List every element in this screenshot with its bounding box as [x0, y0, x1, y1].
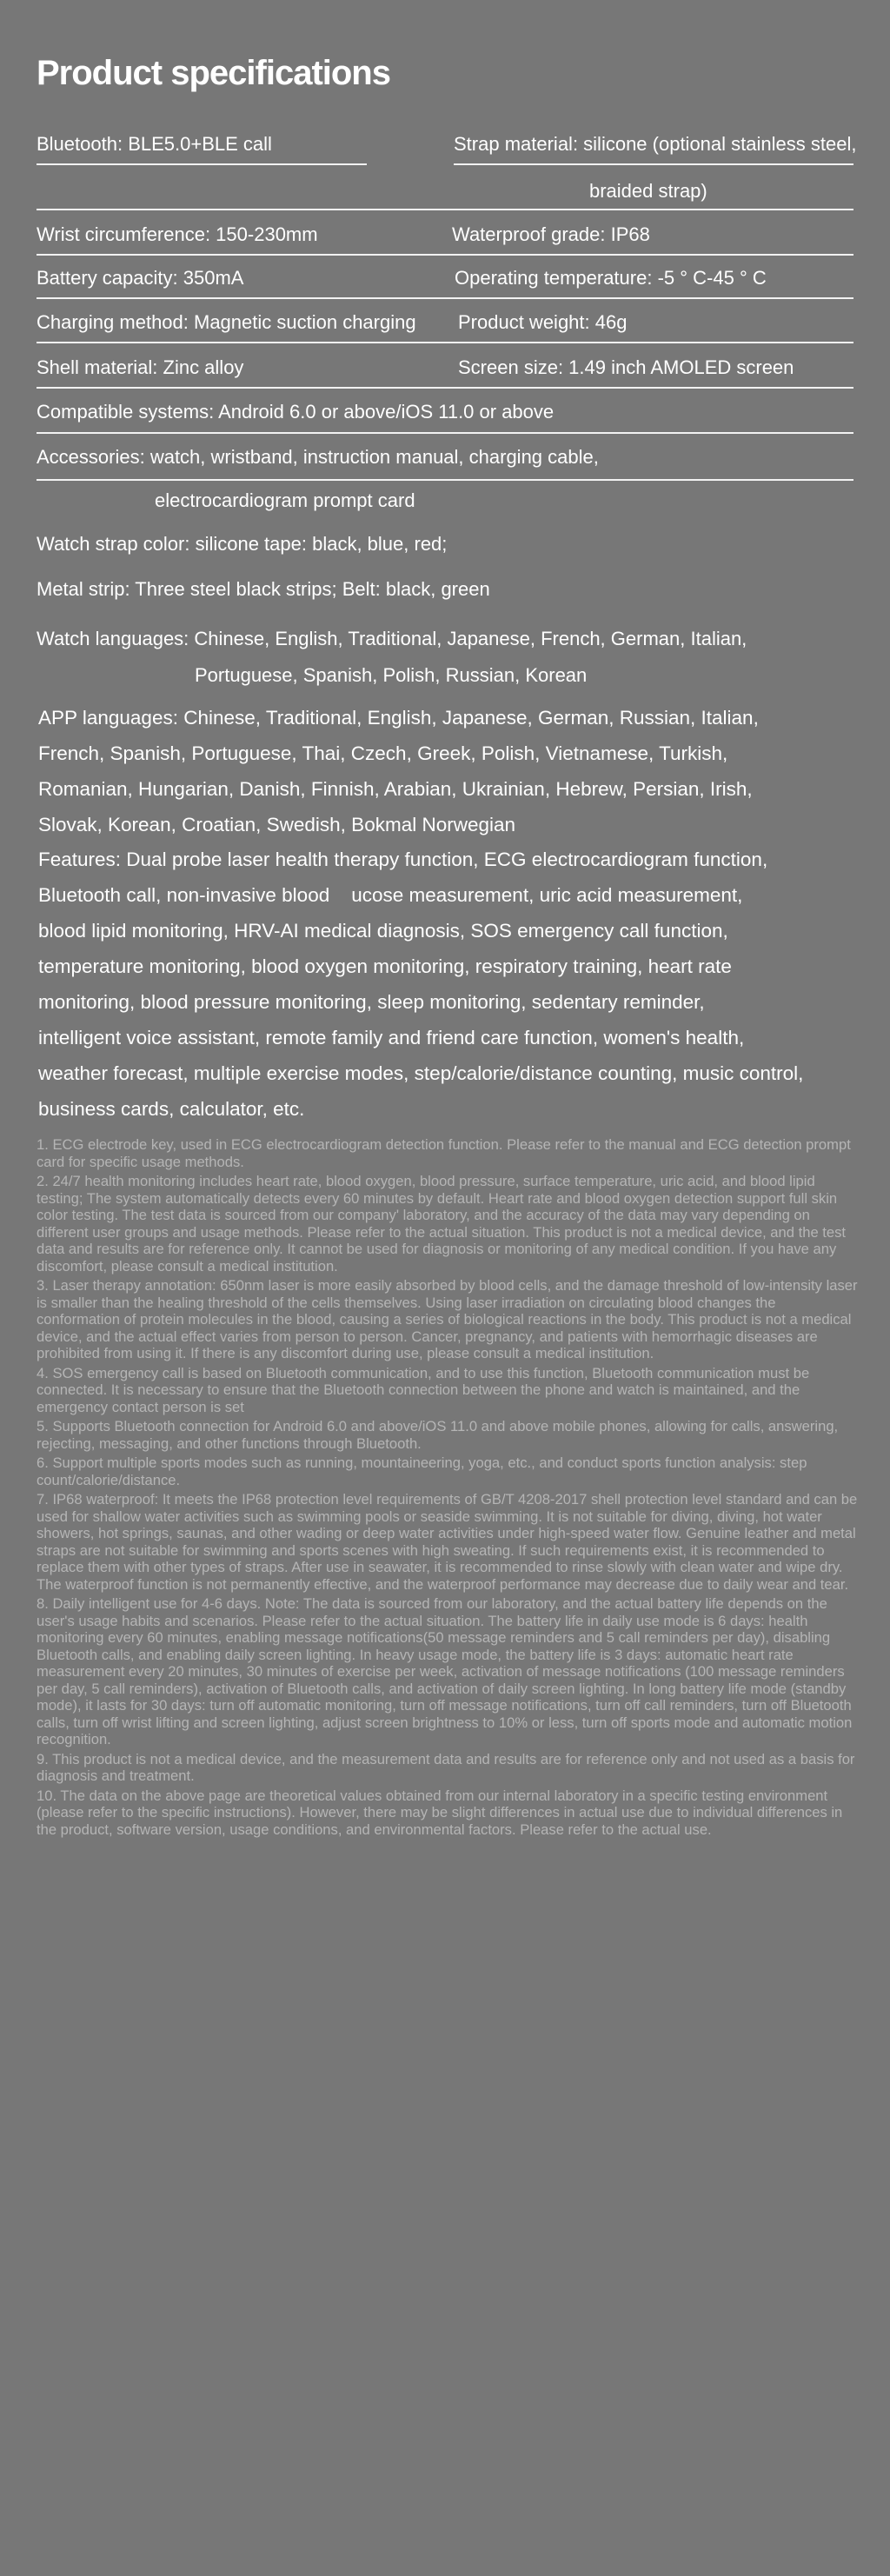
divider	[37, 254, 853, 256]
spec-charging: Charging method: Magnetic suction charging	[37, 311, 416, 333]
footnotes	[37, 1136, 859, 1840]
footnote: 2. 24/7 health monitoring includes heart rate, blood oxygen, blood pressure, surface temperature, uric acid, and blood lipid testing; The system automatically detects every 60 minutes by default. Heart rate and blood oxygen detection support full skin color testing. The test data is sourced from our company' laboratory, and the accuracy of the data may vary depending on different user groups and usage methods. Please refer to the actual situation. This product is not a medical device, and the test data and results are for reference only. It cannot be used for diagnosis or monitoring of any medical condition. If you have any discomfort, please consult a medical institution.	[37, 1173, 847, 1275]
divider	[37, 432, 853, 434]
app-languages	[38, 700, 838, 842]
divider	[37, 297, 853, 299]
features	[38, 842, 838, 1127]
spec-screen: Screen size: 1.49 inch AMOLED screen	[458, 356, 794, 378]
footnote: 8. Daily intelligent use for 4-6 days. Note: The data is sourced from our laboratory, and the actual battery life depends on the user's usage habits and scenarios. Please refer to the actual situation. The battery life in daily use mode is 6 days: health monitoring every 60 minutes, enabling message notifications(50 message reminders and 5 call reminders per day), disabling Bluetooth calls, and enabling daily screen lighting. In heavy usage mode, the battery life is 3 days: automatic heart rate measurement every 20 minutes, 30 minutes of exercise per week, activation of message notifications (100 message reminders per day, 5 call reminders), activation of Bluetooth calls, and activation of daily screen lighting. In long battery life mode (standby mode), it lasts for 30 days: turn off automatic monitoring, turn off message notifications, turn off call reminders, turn off Bluetooth calls, turn off wrist lifting and screen lighting, adjust screen brightness to 10% or less, turn off sports mode and automatic motion recognition.	[37, 1595, 853, 1747]
app-languages-line: Slovak, Korean, Croatian, Swedish, Bokmal Norwegian	[38, 814, 516, 835]
app-languages-line: APP languages: Chinese, Traditional, English, Japanese, German, Russian, Italian,	[38, 707, 759, 729]
app-languages-line: French, Spanish, Portuguese, Thai, Czech, Greek, Polish, Vietnamese, Turkish,	[38, 742, 728, 764]
spec-compatible: Compatible systems: Android 6.0 or above/iOS 11.0 or above	[37, 401, 555, 423]
divider	[37, 163, 367, 165]
footnote: 10. The data on the above page are theoretical values obtained from our internal laboratory in a specific testing environment (please refer to the specific instructions). However, there may be slight differences in actual use due to individual differences in the product, software version, usage conditions, and environmental factors. Please refer to the actual use.	[37, 1787, 843, 1838]
spec-strap-material-cont: braided strap)	[589, 180, 707, 202]
spec-wrist: Wrist circumference: 150-230mm	[37, 223, 318, 245]
spec-watch-languages-cont: Portuguese, Spanish, Polish, Russian, Korean	[195, 664, 588, 686]
footnote: 5. Supports Bluetooth connection for Android 6.0 and above/iOS 11.0 and above mobile phones, allowing for calls, answering, rejecting, messaging, and other functions through Bluetooth.	[37, 1418, 839, 1452]
spec-strap-material: Strap material: silicone (optional stainless steel,	[454, 133, 857, 155]
spec-battery: Battery capacity: 350mA	[37, 267, 244, 289]
spec-watch-languages: Watch languages: Chinese, English, Traditional, Japanese, French, German, Italian,	[37, 628, 747, 649]
features-line: intelligent voice assistant, remote family and friend care function, women's health,	[38, 1027, 745, 1048]
app-languages-line: Romanian, Hungarian, Danish, Finnish, Arabian, Ukrainian, Hebrew, Persian, Irish,	[38, 778, 753, 800]
divider	[37, 342, 853, 343]
footnote: 6. Support multiple sports modes such as running, mountaineering, yoga, etc., and conduct sports function analysis: step count/calorie/distance.	[37, 1454, 807, 1488]
divider	[37, 479, 853, 481]
features-line: Bluetooth call, non-invasive blood ucose measurement, uric acid measurement,	[38, 884, 743, 906]
footnote: 7. IP68 waterproof: It meets the IP68 protection level requirements of GB/T 4208-2017 shell protection level standard and can be used for shallow water activities such as swimming pools or seaside swimming. It is not suitable for diving, diving, hot water showers, hot springs, saunas, and other wading or deep water activities under high-speed water flow. Genuine leather and metal straps are not suitable for swimming and sports scenes with high sweating. If such requirements exist, it is recommended to replace them with other types of straps. After use in seawater, it is recommended to rinse slowly with clean water and wipe dry. The waterproof function is not permanently effective, and the waterproof performance may decrease due to daily wear and tear.	[37, 1491, 858, 1593]
footnote: 4. SOS emergency call is based on Bluetooth communication, and to use this function, Bluetooth communication must be connected. It is necessary to ensure that the Bluetooth connection between the phone and watch is maintained, and the emergency contact person is set	[37, 1364, 810, 1415]
features-line: blood lipid monitoring, HRV-AI medical diagnosis, SOS emergency call function,	[38, 920, 728, 942]
features-line: business cards, calculator, etc.	[38, 1098, 305, 1120]
page-title: Product specifications	[37, 54, 390, 92]
divider	[37, 387, 853, 389]
spec-shell: Shell material: Zinc alloy	[37, 356, 244, 378]
footnote: 1. ECG electrode key, used in ECG electrocardiogram detection function. Please refer to the manual and ECG detection prompt card for specific usage methods.	[37, 1136, 851, 1170]
features-line: temperature monitoring, blood oxygen monitoring, respiratory training, heart rate	[38, 955, 732, 977]
features-line: weather forecast, multiple exercise modes, step/calorie/distance counting, music control,	[38, 1062, 804, 1084]
spec-metal-strip: Metal strip: Three steel black strips; Belt: black, green	[37, 578, 490, 600]
divider	[454, 163, 853, 165]
spec-accessories: Accessories: watch, wristband, instruction manual, charging cable,	[37, 446, 599, 468]
footnote: 9. This product is not a medical device, and the measurement data and results are for reference only and not used as a basis for diagnosis and treatment.	[37, 1750, 855, 1784]
spec-strap-color: Watch strap color: silicone tape: black, blue, red;	[37, 533, 448, 555]
divider	[37, 209, 853, 210]
spec-operating-temp: Operating temperature: -5 ° C-45 ° C	[455, 267, 767, 289]
spec-waterproof: Waterproof grade: IP68	[452, 223, 650, 245]
spec-accessories-cont: electrocardiogram prompt card	[155, 489, 415, 511]
features-line: Features: Dual probe laser health therapy function, ECG electrocardiogram function,	[38, 849, 768, 870]
features-line: monitoring, blood pressure monitoring, sleep monitoring, sedentary reminder,	[38, 991, 705, 1013]
footnote: 3. Laser therapy annotation: 650nm laser is more easily absorbed by blood cells, and the damage threshold of low-intensity laser is smaller than the healing threshold of the cells themselves. Using laser irradiation on circulating blood changes the conformation of protein molecules in the blood, causing a series of biological reactions in the body. This product is not a medical device, and the actual effect varies from person to person. Cancer, pregnancy, and patients with hemorrhagic diseases are prohibited from using it. If there is any discomfort during use, please consult a medical institution.	[37, 1277, 858, 1361]
spec-weight: Product weight: 46g	[458, 311, 628, 333]
spec-bluetooth: Bluetooth: BLE5.0+BLE call	[37, 133, 272, 155]
